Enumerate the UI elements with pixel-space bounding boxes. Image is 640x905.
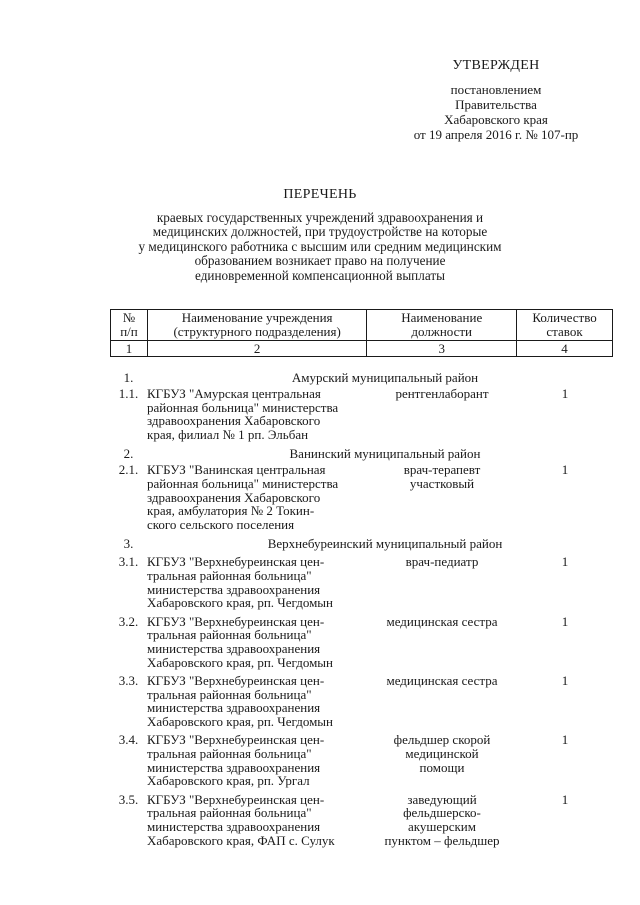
column-number: 3 bbox=[367, 341, 517, 357]
approval-line-3: Хабаровского края bbox=[444, 112, 548, 127]
rate-count: 1 bbox=[561, 386, 569, 401]
institution-name-line: края, амбулатория № 2 Токин- bbox=[147, 503, 315, 519]
position-name-line: рентгенлаборант bbox=[395, 386, 489, 401]
document-subtitle-line: краевых государственных учреждений здравоохранения и bbox=[156, 209, 484, 225]
table-row bbox=[110, 387, 613, 441]
position-name-line: врач-педиатр bbox=[405, 554, 479, 570]
institution-name-line: тральная районная больница" bbox=[147, 746, 312, 762]
table-row bbox=[110, 733, 613, 787]
rate-count: 1 bbox=[561, 462, 569, 478]
institution-name-line: КГБУЗ "Верхнебуреинская цен- bbox=[147, 673, 325, 689]
rate-count: 1 bbox=[561, 613, 569, 629]
position-name-line: фельдшер скорой bbox=[393, 732, 491, 748]
position-name bbox=[367, 463, 517, 531]
district-number: 2. bbox=[123, 446, 134, 462]
header-name-line-1: Наименование учреждения bbox=[181, 310, 333, 325]
district-name: Амурский муниципальный район bbox=[291, 370, 479, 385]
row-number: 3.1. bbox=[118, 554, 139, 570]
district-number: 1. bbox=[123, 370, 134, 385]
institution-name-line: Хабаровского края, ФАП с. Сулук bbox=[147, 832, 335, 848]
institution-name-line: районная больница" министерства bbox=[147, 399, 339, 415]
header-num-line-2: п/п bbox=[120, 324, 138, 339]
document-heading bbox=[120, 188, 520, 284]
rate-count: 1 bbox=[561, 791, 569, 807]
institution-name bbox=[147, 674, 367, 728]
institution-name-line: министерства здравоохранения bbox=[147, 700, 321, 716]
institution-name bbox=[147, 615, 367, 669]
document-subtitle-line: образованием возникает право на получение bbox=[194, 253, 446, 269]
approval-block bbox=[380, 58, 612, 142]
rate-count: 1 bbox=[561, 732, 569, 748]
institution-name-line: здравоохранения Хабаровского bbox=[147, 413, 321, 429]
document-subtitle-line: у медицинского работника с высшим или средним медицинским bbox=[138, 238, 502, 254]
district-name: Верхнебуреинский муниципальный район bbox=[267, 536, 503, 552]
approval-title: УТВЕРЖДЕН bbox=[452, 58, 540, 73]
position-name bbox=[367, 793, 517, 847]
document-title: ПЕРЕЧЕНЬ bbox=[283, 187, 357, 202]
institution-name-line: КГБУЗ "Верхнебуреинская цен- bbox=[147, 554, 325, 570]
institution-name-line: тральная районная больница" bbox=[147, 567, 312, 583]
table-row bbox=[110, 674, 613, 728]
row-number: 3.4. bbox=[118, 732, 139, 748]
institution-name-line: министерства здравоохранения bbox=[147, 581, 321, 597]
institution-name-line: Хабаровского края, рп. Ургал bbox=[147, 773, 310, 789]
column-number: 1 bbox=[111, 341, 148, 357]
table-row bbox=[110, 555, 613, 609]
institution-name-line: КГБУЗ "Верхнебуреинская цен- bbox=[147, 791, 325, 807]
position-name-line: медицинской bbox=[405, 746, 479, 762]
header-name bbox=[147, 310, 366, 341]
row-number: 3.3. bbox=[118, 673, 139, 689]
header-quantity bbox=[517, 310, 613, 341]
approval-line-2: Правительства bbox=[455, 97, 537, 112]
table-row bbox=[110, 463, 613, 531]
institution-name-line: края, филиал № 1 рп. Эльбан bbox=[147, 426, 309, 442]
position-name-line: медицинская сестра bbox=[386, 613, 498, 629]
position-name-line: участковый bbox=[409, 475, 475, 491]
rate-count: 1 bbox=[561, 554, 569, 570]
institution-name bbox=[147, 793, 367, 847]
institution-name bbox=[147, 387, 367, 441]
institution-name-line: районная больница" министерства bbox=[147, 475, 339, 491]
header-num-line-1: № bbox=[122, 310, 136, 325]
position-name bbox=[367, 733, 517, 787]
position-name-line: акушерским bbox=[408, 819, 476, 835]
position-name-line: врач-терапевт bbox=[403, 462, 481, 478]
institution-name-line: КГБУЗ "Верхнебуреинская цен- bbox=[147, 732, 325, 748]
district-number: 3. bbox=[123, 536, 134, 552]
institution-name-line: министерства здравоохранения bbox=[147, 640, 321, 656]
institution-name-line: здравоохранения Хабаровского bbox=[147, 489, 321, 505]
row-number: 2.1. bbox=[118, 462, 139, 478]
rate-count: 1 bbox=[561, 673, 569, 689]
district-row bbox=[110, 446, 613, 461]
table-body bbox=[110, 368, 613, 847]
position-name-line: фельдшерско- bbox=[403, 805, 481, 821]
column-number: 2 bbox=[147, 341, 366, 357]
header-name-line-2: (структурного подразделения) bbox=[173, 324, 341, 339]
document-subtitle-line: единовременной компенсационной выплаты bbox=[195, 267, 445, 283]
header-position bbox=[367, 310, 517, 341]
institution-name-line: Хабаровского края, рп. Чегдомын bbox=[147, 713, 333, 729]
institution-name-line: министерства здравоохранения bbox=[147, 759, 321, 775]
position-name-line: помощи bbox=[419, 759, 465, 775]
column-number-row bbox=[111, 341, 613, 357]
institution-name-line: тральная районная больница" bbox=[147, 805, 312, 821]
institution-name-line: КГБУЗ "Верхнебуреинская цен- bbox=[147, 613, 325, 629]
table-header bbox=[110, 309, 613, 357]
institution-name-line: министерства здравоохранения bbox=[147, 819, 321, 835]
district-name: Ванинский муниципальный район bbox=[289, 446, 481, 462]
document-subtitle-line: медицинских должностей, при трудоустройстве на которые bbox=[152, 224, 488, 240]
position-name-line: заведующий bbox=[407, 791, 477, 807]
row-number: 3.5. bbox=[118, 791, 139, 807]
institution-name bbox=[147, 463, 367, 531]
header-quantity-line-2: ставок bbox=[546, 324, 583, 339]
district-row bbox=[110, 536, 613, 551]
approval-line-4: от 19 апреля 2016 г. № 107-пр bbox=[413, 127, 579, 142]
institution-name bbox=[147, 733, 367, 787]
position-name bbox=[367, 555, 517, 609]
district-row bbox=[110, 370, 613, 385]
position-name-line: медицинская сестра bbox=[386, 673, 498, 689]
header-position-line-1: Наименование bbox=[401, 310, 483, 325]
institution-name-line: Хабаровского края, рп. Чегдомын bbox=[147, 654, 333, 670]
header-position-line-2: должности bbox=[411, 324, 473, 339]
institution-name-line: Хабаровского края, рп. Чегдомын bbox=[147, 595, 333, 611]
institution-name-line: КГБУЗ "Ванинская центральная bbox=[147, 462, 326, 478]
table-row bbox=[110, 793, 613, 847]
institution-name bbox=[147, 555, 367, 609]
header-num bbox=[111, 310, 148, 341]
position-name bbox=[367, 387, 517, 441]
institution-name-line: ского сельского поселения bbox=[147, 516, 295, 532]
institution-name-line: тральная районная больница" bbox=[147, 686, 312, 702]
institution-name-line: тральная районная больница" bbox=[147, 627, 312, 643]
position-name-line: пунктом – фельдшер bbox=[384, 832, 500, 848]
column-number: 4 bbox=[517, 341, 613, 357]
header-quantity-line-1: Количество bbox=[532, 310, 597, 325]
header-row bbox=[111, 310, 613, 341]
row-number: 3.2. bbox=[118, 613, 139, 629]
position-name bbox=[367, 615, 517, 669]
table-row bbox=[110, 615, 613, 669]
position-name bbox=[367, 674, 517, 728]
row-number: 1.1. bbox=[118, 386, 139, 401]
institution-name-line: КГБУЗ "Амурская центральная bbox=[147, 386, 321, 401]
approval-line-1: постановлением bbox=[450, 82, 542, 97]
